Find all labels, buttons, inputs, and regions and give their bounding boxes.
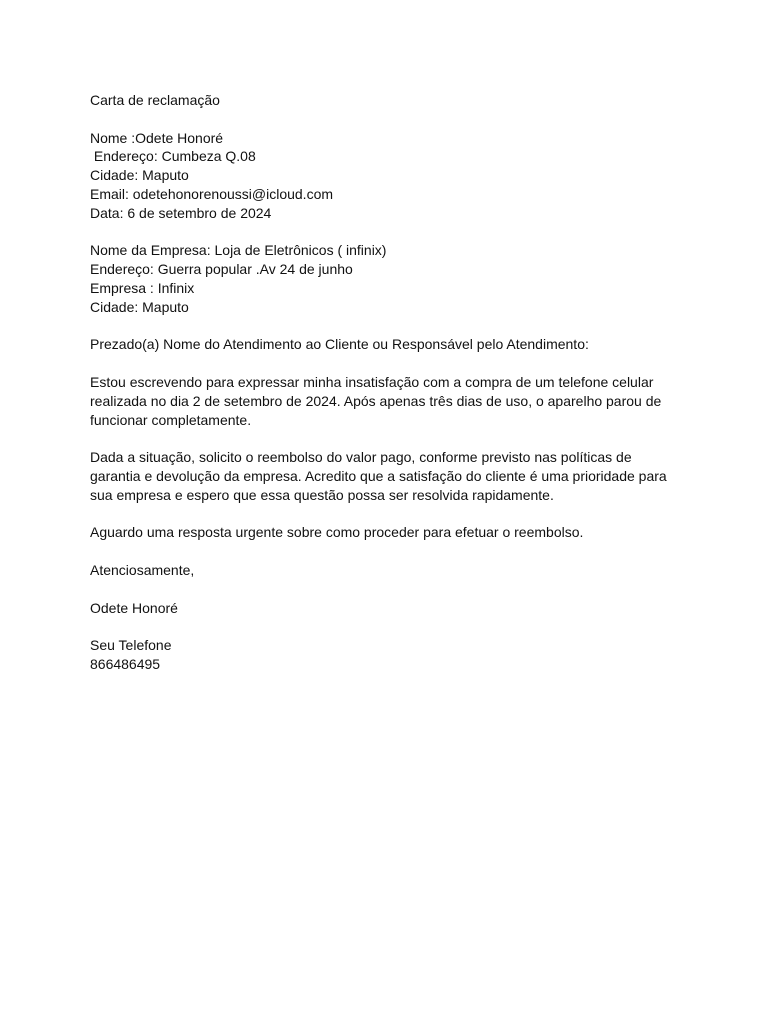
paragraph-line: funcionar completamente. [90,411,252,428]
sender-block [90,129,680,223]
phone-label: Seu Telefone [90,637,172,654]
spacer [90,223,680,242]
spacer [90,354,680,373]
letter-date: Data: 6 de setembro de 2024 [90,204,272,221]
spacer [90,429,680,448]
spacer [90,110,680,129]
paragraph-line: Estou escrevendo para expressar minha insatisfação com a compra de um telefone celular [90,373,654,390]
spacer [90,317,680,336]
recipient-city: Cidade: Maputo [90,298,189,315]
letter-page [90,91,680,674]
sender-address: Endereço: Cumbeza Q.08 [90,148,256,165]
body-paragraph-3: Aguardo uma resposta urgente sobre como proceder para efetuar o reembolso. [90,524,584,541]
salutation: Prezado(a) Nome do Atendimento ao Cliente ou Responsável pelo Atendimento: [90,336,589,353]
body-paragraph-1 [90,373,680,429]
phone-number: 866486495 [90,655,161,672]
sender-name: Nome :Odete Honoré [90,129,224,146]
recipient-company-name: Nome da Empresa: Loja de Eletrônicos ( infinix) [90,242,387,259]
spacer [90,542,680,561]
paragraph-line: sua empresa e espero que essa questão possa ser resolvida rapidamente. [90,486,554,503]
sender-email: Email: odetehonorenoussi@icloud.com [90,185,334,202]
spacer [90,580,680,599]
sender-city: Cidade: Maputo [90,167,189,184]
paragraph-line: garantia e devolução da empresa. Acredito que a satisfação do cliente é uma prioridade para [90,467,667,484]
closing: Atenciosamente, [90,561,195,578]
body-paragraph-2 [90,448,680,504]
spacer [90,505,680,524]
spacer [90,617,680,636]
paragraph-line: realizada no dia 2 de setembro de 2024. Após apenas três dias de uso, o aparelho parou de [90,392,662,409]
letter-title: Carta de reclamação [90,92,220,108]
signature: Odete Honoré [90,599,178,616]
paragraph-line: Dada a situação, solicito o reembolso do valor pago, conforme previsto nas políticas de [90,449,632,466]
recipient-company: Empresa : Infinix [90,279,195,296]
recipient-block [90,241,680,316]
recipient-address: Endereço: Guerra popular .Av 24 de junho [90,261,353,278]
